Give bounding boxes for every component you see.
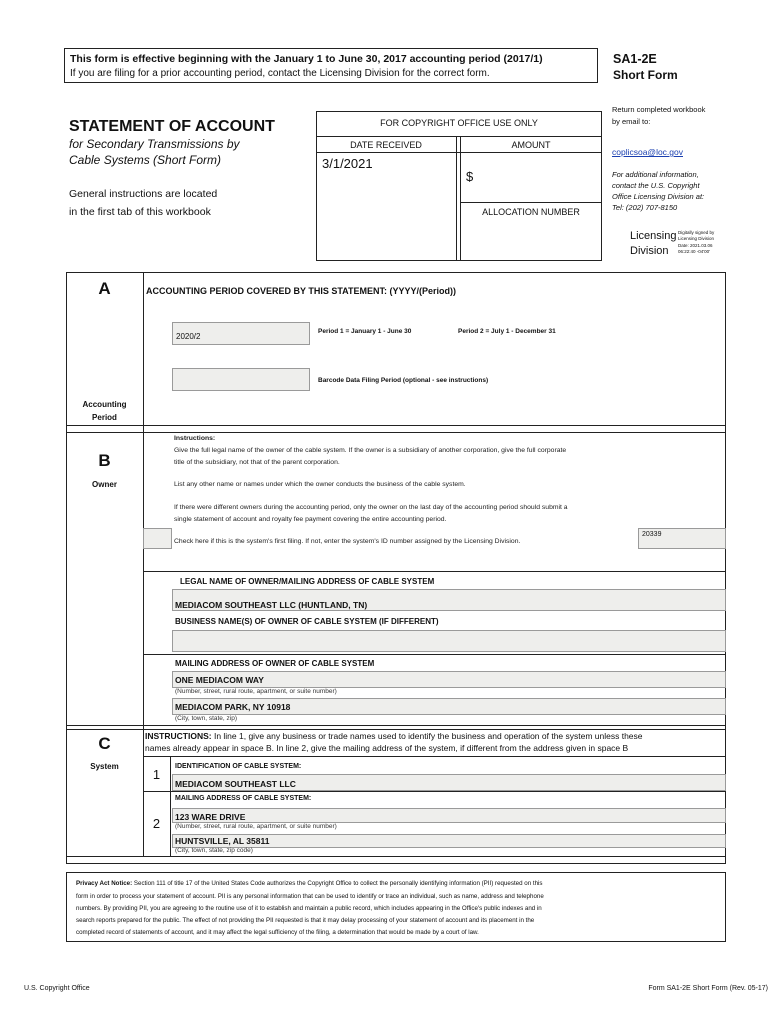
contact-info-line4: Tel: (202) 707-8150 — [612, 203, 678, 212]
section-c-divider-1 — [143, 756, 726, 757]
period-2-note: Period 2 = July 1 - December 31 — [458, 328, 556, 335]
section-b-instruction-5: single statement of account and royalty fee payment covering the entire accounting period. — [174, 516, 447, 523]
page-subtitle-line2: Cable Systems (Short Form) — [69, 153, 222, 167]
section-b-instructions-heading: Instructions: — [174, 435, 216, 442]
section-a-divider-2 — [66, 432, 726, 433]
date-received-label: DATE RECEIVED — [350, 140, 422, 150]
barcode-period-label: Barcode Data Filing Period (optional - see instructions) — [318, 377, 489, 384]
signature-detail-4: 06:22:40 -04'00' — [678, 249, 710, 254]
privacy-line-3: numbers. By providing PII, you are agreeing to the routine use of it to establish and maintain a public record, which includes appearing in the Office's public indexes and in — [76, 905, 542, 912]
section-c-instructions-heading: INSTRUCTIONS: — [145, 731, 212, 741]
page-subtitle-line1: for Secondary Transmissions by — [69, 137, 240, 151]
office-use-box — [316, 111, 602, 261]
system-street-value: 123 WARE DRIVE — [175, 812, 246, 822]
period-1-note: Period 1 = January 1 - June 30 — [318, 328, 412, 335]
section-a-letter: A — [98, 279, 111, 298]
system-name-value: MEDIACOM SOUTHEAST LLC — [175, 779, 296, 789]
allocation-label: ALLOCATION NUMBER — [482, 207, 580, 217]
effective-notice-line2: If you are filing for a prior accounting period, contact the Licensing Division for the correct form. — [70, 68, 490, 79]
section-c-number-divider — [170, 756, 171, 856]
frame-bottom-inner — [66, 856, 726, 857]
accounting-period-value: 2020/2 — [176, 332, 201, 341]
contact-info-line1: For additional information, — [612, 170, 699, 179]
system-city-hint: (City, town, state, zip code) — [175, 847, 253, 854]
section-c-instruction-2: names already appear in space B. In line 2, give the mailing address of the system, if different from the address given in space B — [145, 743, 629, 753]
signature-division: Division — [630, 245, 669, 257]
section-b-divider-3 — [66, 725, 726, 726]
section-c-label: System — [90, 762, 119, 771]
office-use-row-divider — [316, 152, 602, 153]
section-a-label-1: Accounting — [82, 400, 127, 409]
section-b-divider-2 — [143, 654, 726, 655]
section-a-heading: ACCOUNTING PERIOD COVERED BY THIS STATEMENT: (YYYY/(Period)) — [146, 286, 457, 296]
section-c-letter: C — [98, 734, 111, 753]
system-street-hint: (Number, street, rural route, apartment, or suite number) — [175, 823, 337, 830]
section-b-instruction-2: title of the subsidiary, not that of the parent corporation. — [174, 459, 340, 466]
page-title: STATEMENT OF ACCOUNT — [69, 118, 275, 135]
legal-name-value: MEDIACOM SOUTHEAST LLC (HUNTLAND, TN) — [175, 600, 368, 610]
section-b-letter: B — [98, 451, 111, 470]
first-filing-label: Check here if this is the system's first filing. If not, enter the system's ID number assigned by the Licensing Division. — [174, 538, 521, 545]
line-1-number: 1 — [152, 767, 161, 782]
section-c-instruction-1 — [145, 731, 643, 741]
signature-detail-2: Licensing Division — [678, 236, 715, 241]
office-use-divider — [316, 136, 602, 137]
privacy-line-4: search reports prepared for the public. The effect of not providing the PII requested is that it may delay processing of your statement of account and its placement in the — [76, 917, 535, 924]
contact-info-line2: contact the U.S. Copyright — [612, 181, 700, 190]
effective-notice-line1: This form is effective beginning with the January 1 to June 30, 2017 accounting period (2017/1) — [70, 53, 543, 65]
office-use-heading: FOR COPYRIGHT OFFICE USE ONLY — [380, 118, 538, 128]
date-received-value[interactable]: 3/1/2021 — [322, 156, 373, 171]
office-use-col-divider-2 — [460, 136, 461, 261]
first-filing-checkbox[interactable] — [143, 528, 172, 549]
mailing-city-hint: (City, town, state, zip) — [175, 715, 238, 722]
general-instructions-line1: General instructions are located — [69, 188, 218, 200]
office-use-col-divider-1 — [456, 136, 457, 261]
section-b-label: Owner — [92, 480, 117, 489]
privacy-line-2: form in order to process your statement of account. PII is any personal information that can be used to identify or trace an individual, such as name, address and telephone — [76, 893, 544, 900]
form-id: SA1-2E — [613, 52, 657, 66]
allocation-divider — [460, 202, 602, 203]
email-link[interactable]: coplicsoa@loc.gov — [612, 147, 683, 157]
section-b-instruction-3: List any other name or names under which the owner conducts the business of the cable system. — [174, 481, 466, 488]
section-a-label-2: Period — [92, 413, 117, 422]
privacy-line-5: completed record of statements of account, and it may affect the legal sufficiency of the filing, a determination that would be made by a court of law. — [76, 929, 479, 936]
amount-label: AMOUNT — [511, 140, 551, 150]
line-2-number: 2 — [152, 816, 161, 831]
section-c-instruction-1-text: In line 1, give any business or trade names used to identify the business and operation of the system unless these — [211, 731, 643, 741]
mailing-city-value: MEDIACOM PARK, NY 10918 — [175, 702, 291, 712]
business-names-label: BUSINESS NAME(S) OF OWNER OF CABLE SYSTEM (IF DIFFERENT) — [175, 617, 439, 626]
mailing-street-value: ONE MEDIACOM WAY — [175, 675, 264, 685]
system-id-label: IDENTIFICATION OF CABLE SYSTEM: — [175, 763, 302, 770]
section-b-instruction-1: Give the full legal name of the owner of the cable system. If the owner is a subsidiary of another corporation, give the full corporate — [174, 447, 567, 454]
section-b-divider-4 — [66, 729, 726, 730]
signature-licensing: Licensing — [630, 230, 677, 242]
general-instructions-line2: in the first tab of this workbook — [69, 206, 211, 218]
privacy-line-1-text: Section 111 of title 17 of the United States Code authorizes the Copyright Office to collect the personally identifying information (PII) requested on this — [132, 880, 543, 887]
system-id-value: 20339 — [642, 531, 662, 538]
section-c-divider-2 — [143, 791, 726, 792]
business-names-field[interactable] — [172, 630, 726, 652]
contact-info-line3: Office Licensing Division at: — [612, 192, 705, 201]
return-line2: by email to: — [612, 117, 651, 126]
return-line1: Return completed workbook — [612, 105, 706, 114]
privacy-heading: Privacy Act Notice: — [76, 880, 133, 887]
section-a-divider-1 — [66, 425, 726, 426]
system-street-field[interactable] — [172, 808, 726, 823]
signature-detail-3: Date: 2021.03.06 — [678, 243, 713, 248]
amount-value[interactable]: $ — [466, 169, 474, 184]
footer-right: Form SA1-2E Short Form (Rev. 05-17) — [648, 985, 768, 992]
privacy-line-1 — [76, 880, 543, 887]
mailing-address-label: MAILING ADDRESS OF OWNER OF CABLE SYSTEM — [175, 659, 375, 668]
signature-detail-1: Digitally signed by — [678, 230, 715, 235]
system-city-value: HUNTSVILLE, AL 35811 — [175, 836, 270, 846]
section-b-instruction-4: If there were different owners during the accounting period, only the owner on the last day of the accounting period should submit a — [174, 504, 568, 511]
system-mailing-label: MAILING ADDRESS OF CABLE SYSTEM: — [175, 795, 312, 802]
section-b-divider-1 — [143, 571, 726, 572]
mailing-street-hint: (Number, street, rural route, apartment, or suite number) — [175, 688, 337, 695]
legal-name-heading: LEGAL NAME OF OWNER/MAILING ADDRESS OF CABLE SYSTEM — [180, 577, 435, 586]
barcode-period-field[interactable] — [172, 368, 310, 391]
form-type: Short Form — [613, 68, 678, 82]
footer-left: U.S. Copyright Office — [24, 985, 90, 992]
